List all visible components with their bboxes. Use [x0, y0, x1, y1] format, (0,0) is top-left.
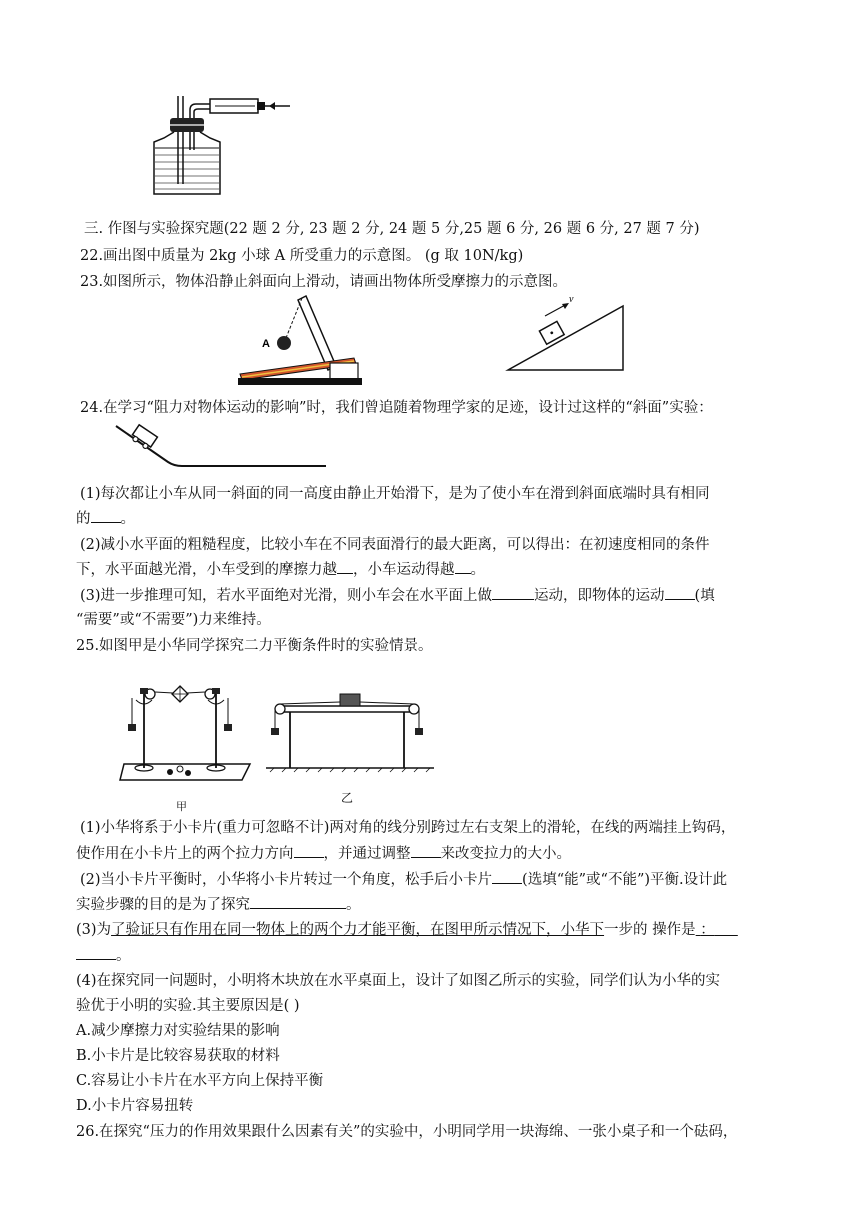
text: 。 — [346, 897, 361, 913]
answer-blank — [492, 585, 534, 600]
ball-a-label: A — [262, 338, 270, 350]
underlined-text: 了验证只有作用在同一物体上的两个力才能平衡，在图甲所示情况下，小华下 — [111, 922, 605, 938]
question-26: 26.在探究“压力的作用效果跟什么因素有关”的实验中，小明同学用一块海绵、一张小桌子和一个砝码， — [76, 1124, 738, 1140]
question-25-part1-line1: (1)小华将系于小卡片(重力可忽略不计)两对角的线分别跨过左右支架上的滑轮，在线的两端挂上钩码， — [80, 820, 736, 836]
answer-blank — [411, 843, 441, 858]
text: (3)进一步推理可知，若水平面绝对光滑，则小车会在水平面上做 — [80, 588, 493, 604]
text: 来改变拉力的大小。 — [440, 846, 571, 862]
text: 。 — [116, 948, 131, 964]
answer-blank — [665, 585, 695, 600]
question-24-part2-line1: (2)减小水平面的粗糙程度，比较小车在不同表面滑行的最大距离，可以得出：在初速度相同的条件 — [80, 537, 710, 553]
text: 的 — [76, 511, 91, 527]
text: 。 — [120, 511, 135, 527]
question-25-part3-line2 — [76, 945, 131, 966]
question-24-part1-line1: (1)每次都让小车从同一斜面的同一高度由静止开始滑下，是为了使小车在滑到斜面底端时具有相同 — [80, 486, 710, 502]
question-25-part4-line1: (4)在探究同一问题时，小明将木块放在水平桌面上，设计了如图乙所示的实验，同学们认为小华的实 — [76, 973, 721, 989]
velocity-label: v — [569, 294, 574, 305]
question-25-part4-line2: 验优于小明的实验.其主要原因是( ) — [76, 998, 300, 1014]
question-23: 23.如图所示，物体沿静止斜面向上滑动，请画出物体所受摩擦力的示意图。 — [80, 274, 568, 290]
bottle-syringe-figure — [140, 88, 300, 198]
two-force-apparatus-yi — [262, 684, 440, 774]
section-header: 三. 作图与实验探究题(22 题 2 分, 23 题 2 分, 24 题 5 分,25 题 6 分, 26 题 6 分, 27 题 7 分) — [84, 221, 700, 237]
text: 使作用在小卡片上的两个拉力方向 — [76, 846, 294, 862]
answer-blank — [492, 869, 522, 884]
option-d: D.小卡片容易扭转 — [76, 1098, 194, 1114]
text: 。 — [470, 562, 485, 578]
answer-blank — [455, 559, 471, 574]
answer-blank — [91, 508, 121, 523]
ball-a-figure — [236, 292, 366, 390]
question-25-stem: 25.如图甲是小华同学探究二力平衡条件时的实验情景。 — [76, 638, 433, 654]
two-force-apparatus-jia — [118, 672, 258, 788]
question-25-part2-line1 — [80, 869, 727, 890]
answer-blank — [696, 922, 738, 938]
question-24-part3-line1 — [80, 585, 715, 606]
text: ： — [700, 922, 715, 938]
text: 实验步骤的目的是为了探究 — [76, 897, 250, 913]
question-22: 22.画出图中质量为 2kg 小球 A 所受重力的示意图。 (g 取 10N/kg) — [80, 248, 524, 264]
option-c: C.容易让小卡片在水平方向上保持平衡 — [76, 1073, 324, 1089]
question-24-part1-line2 — [76, 508, 135, 529]
text: ，并通过调整 — [323, 846, 411, 862]
question-24-stem: 24.在学习“阻力对物体运动的影响”时，我们曾追随着物理学家的足迹，设计过这样的“斜面”实验： — [80, 400, 713, 416]
question-25-part3-line1 — [76, 920, 738, 940]
text: 一步的 操作是 — [604, 922, 696, 938]
text: 下，水平面越光滑，小车受到的摩擦力越 — [76, 562, 337, 578]
answer-blank — [250, 894, 346, 909]
question-25-part2-line2 — [76, 894, 361, 915]
text: (3)为 — [76, 922, 112, 938]
text: (选填“能”或“不能”)平衡.设计此 — [522, 872, 728, 888]
incline-block-figure — [505, 292, 630, 374]
option-b: B.小卡片是比较容易获取的材料 — [76, 1048, 280, 1064]
answer-blank — [294, 843, 324, 858]
question-24-part2-line2 — [76, 559, 485, 580]
question-24-part3-line2: “需要”或“不需要”)力来维持。 — [76, 612, 271, 628]
text: (填 — [694, 588, 715, 604]
incline-cart-figure — [110, 418, 330, 474]
answer-blank — [337, 559, 353, 574]
option-a: A.减少摩擦力对实验结果的影响 — [76, 1023, 280, 1039]
text: (2)当小卡片平衡时，小华将小卡片转过一个角度，松手后小卡片 — [80, 872, 493, 888]
answer-blank — [76, 945, 116, 960]
figure-label-jia: 甲 — [176, 800, 187, 813]
figure-label-yi: 乙 — [341, 791, 354, 805]
text: 运动，即物体的运动 — [534, 588, 665, 604]
text: ，小车运动得越 — [353, 562, 455, 578]
question-25-part1-line2 — [76, 843, 571, 864]
